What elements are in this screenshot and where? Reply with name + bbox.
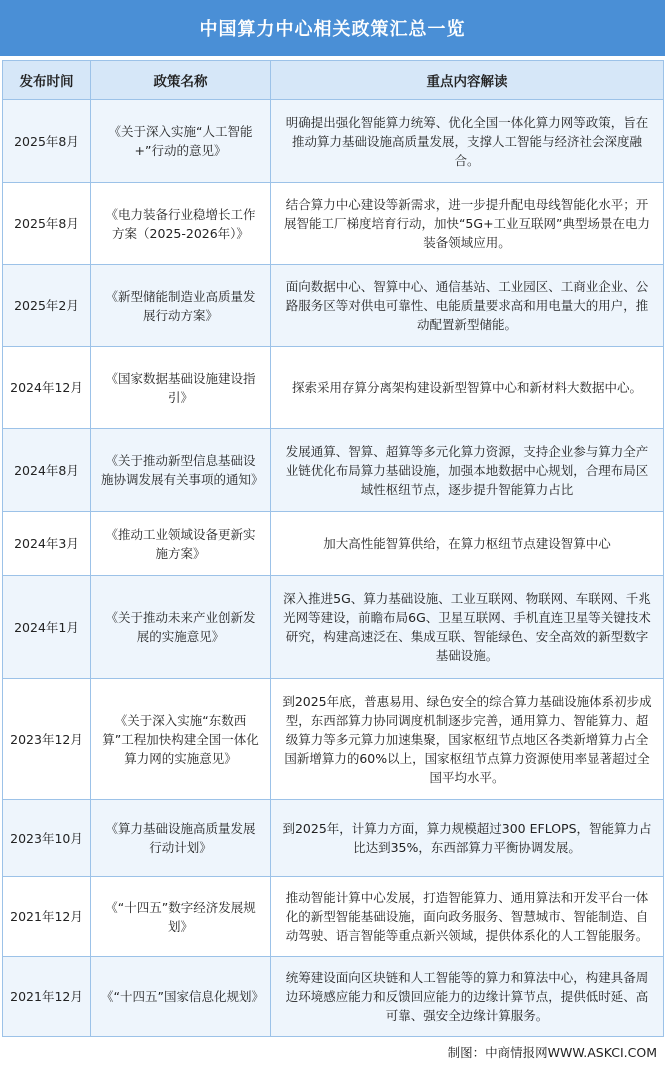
- row-detail: 深入推进5G、算力基础设施、工业互联网、物联网、车联网、千兆光网等建设，前瞻布局6G、卫星互联网、手机直连卫星等关键技术研究，构建高速泛在、集成互联、智能绿色、安全高效的新型数字基础设施。: [271, 576, 664, 679]
- row-date: 2023年10月: [3, 800, 91, 877]
- table-row: [3, 800, 664, 877]
- header-policy-name: 政策名称: [91, 61, 271, 100]
- row-date: 2024年8月: [3, 429, 91, 512]
- row-date: 2021年12月: [3, 957, 91, 1037]
- page-title: 中国算力中心相关政策汇总一览: [0, 0, 665, 56]
- table-header-row: [3, 61, 664, 100]
- row-detail: 加大高性能智算供给，在算力枢纽节点建设智算中心: [271, 512, 664, 576]
- row-detail: 发展通算、智算、超算等多元化算力资源，支持企业参与算力全产业链优化布局算力基础设施，加强本地数据中心规划，合理布局区域性枢纽节点，逐步提升智能算力占比: [271, 429, 664, 512]
- table-row: [3, 100, 664, 183]
- table-row: [3, 265, 664, 347]
- row-policy-name: 《关于推动未来产业创新发展的实施意见》: [91, 576, 271, 679]
- row-policy-name: 《电力装备行业稳增长工作方案（2025-2026年）》: [91, 183, 271, 265]
- row-detail: 结合算力中心建设等新需求，进一步提升配电母线智能化水平；开展智能工厂梯度培育行动，加快“5G+工业互联网”典型场景在电力装备领域应用。: [271, 183, 664, 265]
- row-policy-name: 《国家数据基础设施建设指引》: [91, 347, 271, 429]
- row-policy-name: 《“十四五”国家信息化规划》: [91, 957, 271, 1037]
- table-row: [3, 576, 664, 679]
- table-row: [3, 679, 664, 800]
- table-row: [3, 347, 664, 429]
- row-detail: 推动智能计算中心发展，打造智能算力、通用算法和开发平台一体化的新型智能基础设施，面向政务服务、智慧城市、智能制造、自动驾驶、语言智能等重点新兴领域，提供体系化的人工智能服务。: [271, 877, 664, 957]
- table-row: [3, 429, 664, 512]
- table-row: [3, 877, 664, 957]
- row-date: 2021年12月: [3, 877, 91, 957]
- row-date: 2024年1月: [3, 576, 91, 679]
- row-detail: 到2025年，计算力方面，算力规模超过300 EFLOPS，智能算力占比达到35%，东西部算力平衡协调发展。: [271, 800, 664, 877]
- row-policy-name: 《关于推动新型信息基础设施协调发展有关事项的通知》: [91, 429, 271, 512]
- policy-table: [2, 60, 664, 1037]
- row-detail: 面向数据中心、智算中心、通信基站、工业园区、工商业企业、公路服务区等对供电可靠性、电能质量要求高和用电量大的用户，推动配置新型储能。: [271, 265, 664, 347]
- row-policy-name: 《关于深入实施“人工智能+”行动的意见》: [91, 100, 271, 183]
- header-date: 发布时间: [3, 61, 91, 100]
- table-row: [3, 512, 664, 576]
- row-policy-name: 《新型储能制造业高质量发展行动方案》: [91, 265, 271, 347]
- table-row: [3, 957, 664, 1037]
- row-date: 2024年3月: [3, 512, 91, 576]
- row-detail: 到2025年底，普惠易用、绿色安全的综合算力基础设施体系初步成型，东西部算力协同调度机制逐步完善，通用算力、智能算力、超级算力等多元算力加速集聚，国家枢纽节点地区各类新增算力占全国新增算力的60%以上，国家枢纽节点算力资源使用率显著超过全国平均水平。: [271, 679, 664, 800]
- header-key-content: 重点内容解读: [271, 61, 664, 100]
- row-policy-name: 《推动工业领域设备更新实施方案》: [91, 512, 271, 576]
- row-date: 2023年12月: [3, 679, 91, 800]
- source-credit: 制图：中商情报网WWW.ASKCI.COM: [447, 1045, 657, 1060]
- row-policy-name: 《算力基础设施高质量发展行动计划》: [91, 800, 271, 877]
- table-row: [3, 183, 664, 265]
- row-policy-name: 《关于深入实施“东数西算”工程加快构建全国一体化算力网的实施意见》: [91, 679, 271, 800]
- row-detail: 探索采用存算分离架构建设新型智算中心和新材料大数据中心。: [271, 347, 664, 429]
- row-date: 2025年8月: [3, 100, 91, 183]
- row-date: 2025年2月: [3, 265, 91, 347]
- row-date: 2024年12月: [3, 347, 91, 429]
- row-date: 2025年8月: [3, 183, 91, 265]
- row-detail: 统筹建设面向区块链和人工智能等的算力和算法中心，构建具备周边环境感应能力和反馈回应能力的边缘计算节点，提供低时延、高可靠、强安全边缘计算服务。: [271, 957, 664, 1037]
- row-detail: 明确提出强化智能算力统筹、优化全国一体化算力网等政策，旨在推动算力基础设施高质量发展，支撑人工智能与经济社会深度融合。: [271, 100, 664, 183]
- row-policy-name: 《“十四五”数字经济发展规划》: [91, 877, 271, 957]
